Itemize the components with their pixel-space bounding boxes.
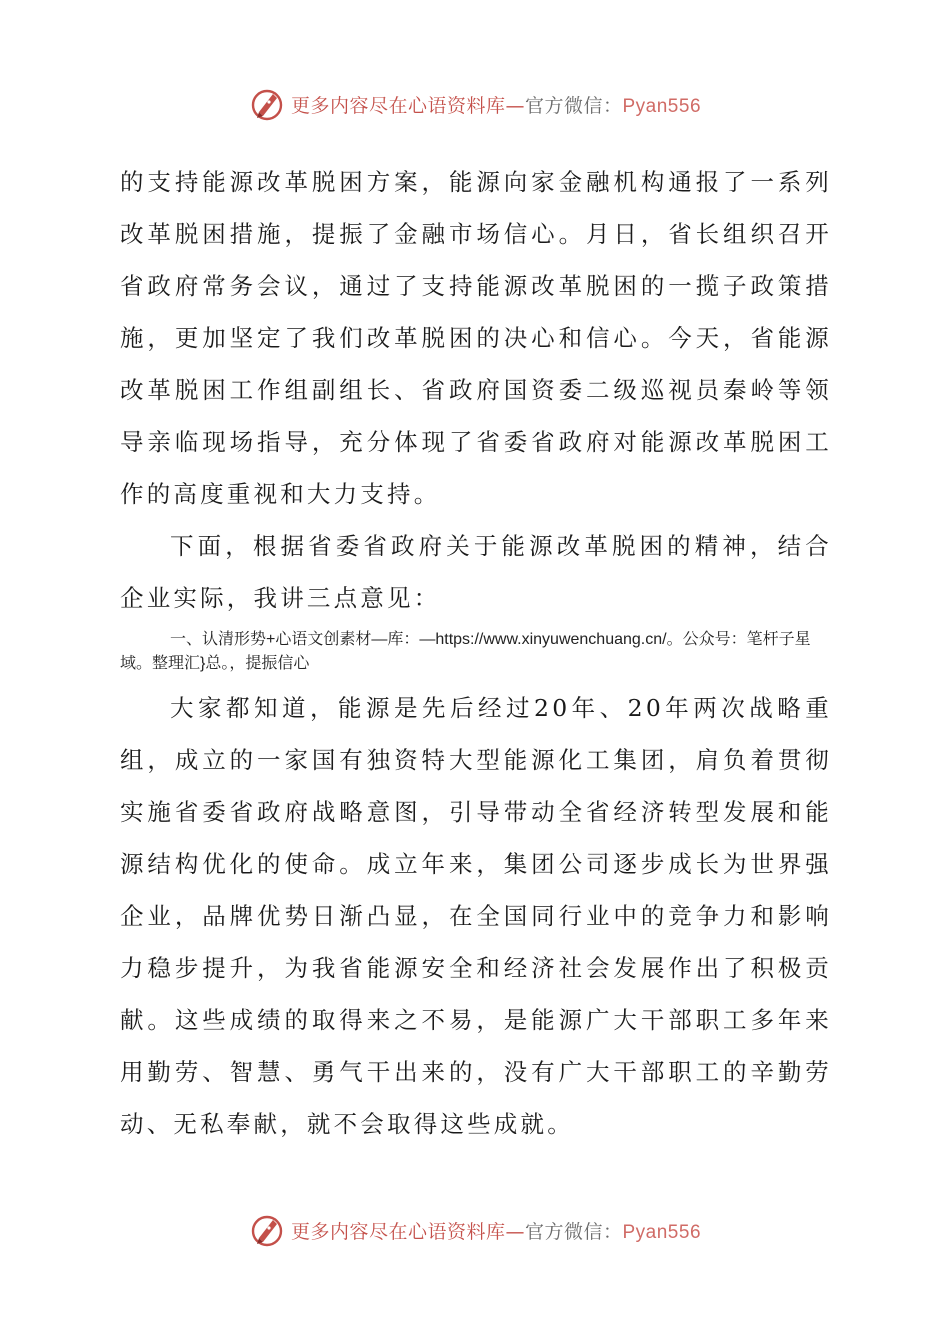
footer-wechat-id: Pyan556: [622, 1221, 702, 1243]
footer-wechat-label: 官方微信：: [524, 1220, 623, 1243]
page-footer-watermark: [0, 1208, 950, 1252]
pen-nib-circle-icon: [249, 1212, 285, 1248]
paragraph-1: 的支持能源改革脱困方案，能源向家金融机构通报了一系列改革脱困措施，提振了金融市场信心。月日，省长组织召开省政府常务会议，通过了支持能源改革脱困的一揽子政策措施，更加坚定了我们改革脱困的决心和信心。今天，省能源改革脱困工作组副组长、省政府国资委二级巡视员秦岭等领导亲临现场指导，充分体现了省委省政府对能源改革脱困工作的高度重视和大力支持。: [120, 168, 832, 508]
section-heading-note: 一、认清形势+心语文创素材—库：—https://www.xinyuwenchuang.cn/。公众号：笔杆子星域。整理汇}总。，提振信心: [120, 631, 811, 672]
footer-brand-main: 更多内容尽在心语资料库: [290, 1220, 506, 1243]
page-header-watermark: [0, 82, 950, 126]
paragraph-3: 大家都知道，能源是先后经过20年、20年两次战略重组，成立的一家国有独资特大型能源化工集团，肩负着贯彻实施省委省政府战略意图，引导带动全省经济转型发展和能源结构优化的使命。成立年来，集团公司逐步成长为世界强企业，品牌优势日渐凸显，在全国同行业中的竞争力和影响力稳步提升，为我省能源安全和经济社会发展作出了积极贡献。这些成绩的取得来之不易，是能源广大干部职工多年来用勤劳、智慧、勇气干出来的，没有广大干部职工的辛勤劳动、无私奉献，就不会取得这些成就。: [120, 694, 832, 1138]
header-wechat-label: 官方微信：: [524, 94, 623, 117]
header-wechat-id: Pyan556: [622, 95, 702, 117]
footer-brand-text: [291, 1217, 701, 1244]
header-brand-main: 更多内容尽在心语资料库: [290, 94, 506, 117]
pen-nib-circle-icon: [249, 86, 285, 122]
header-brand-dash: —: [505, 94, 525, 117]
header-brand-text: [291, 91, 701, 118]
document-body: [120, 156, 832, 1150]
footer-brand-dash: —: [505, 1220, 525, 1243]
paragraph-2: 下面，根据省委省政府关于能源改革脱困的精神，结合企业实际，我讲三点意见：: [120, 532, 832, 612]
